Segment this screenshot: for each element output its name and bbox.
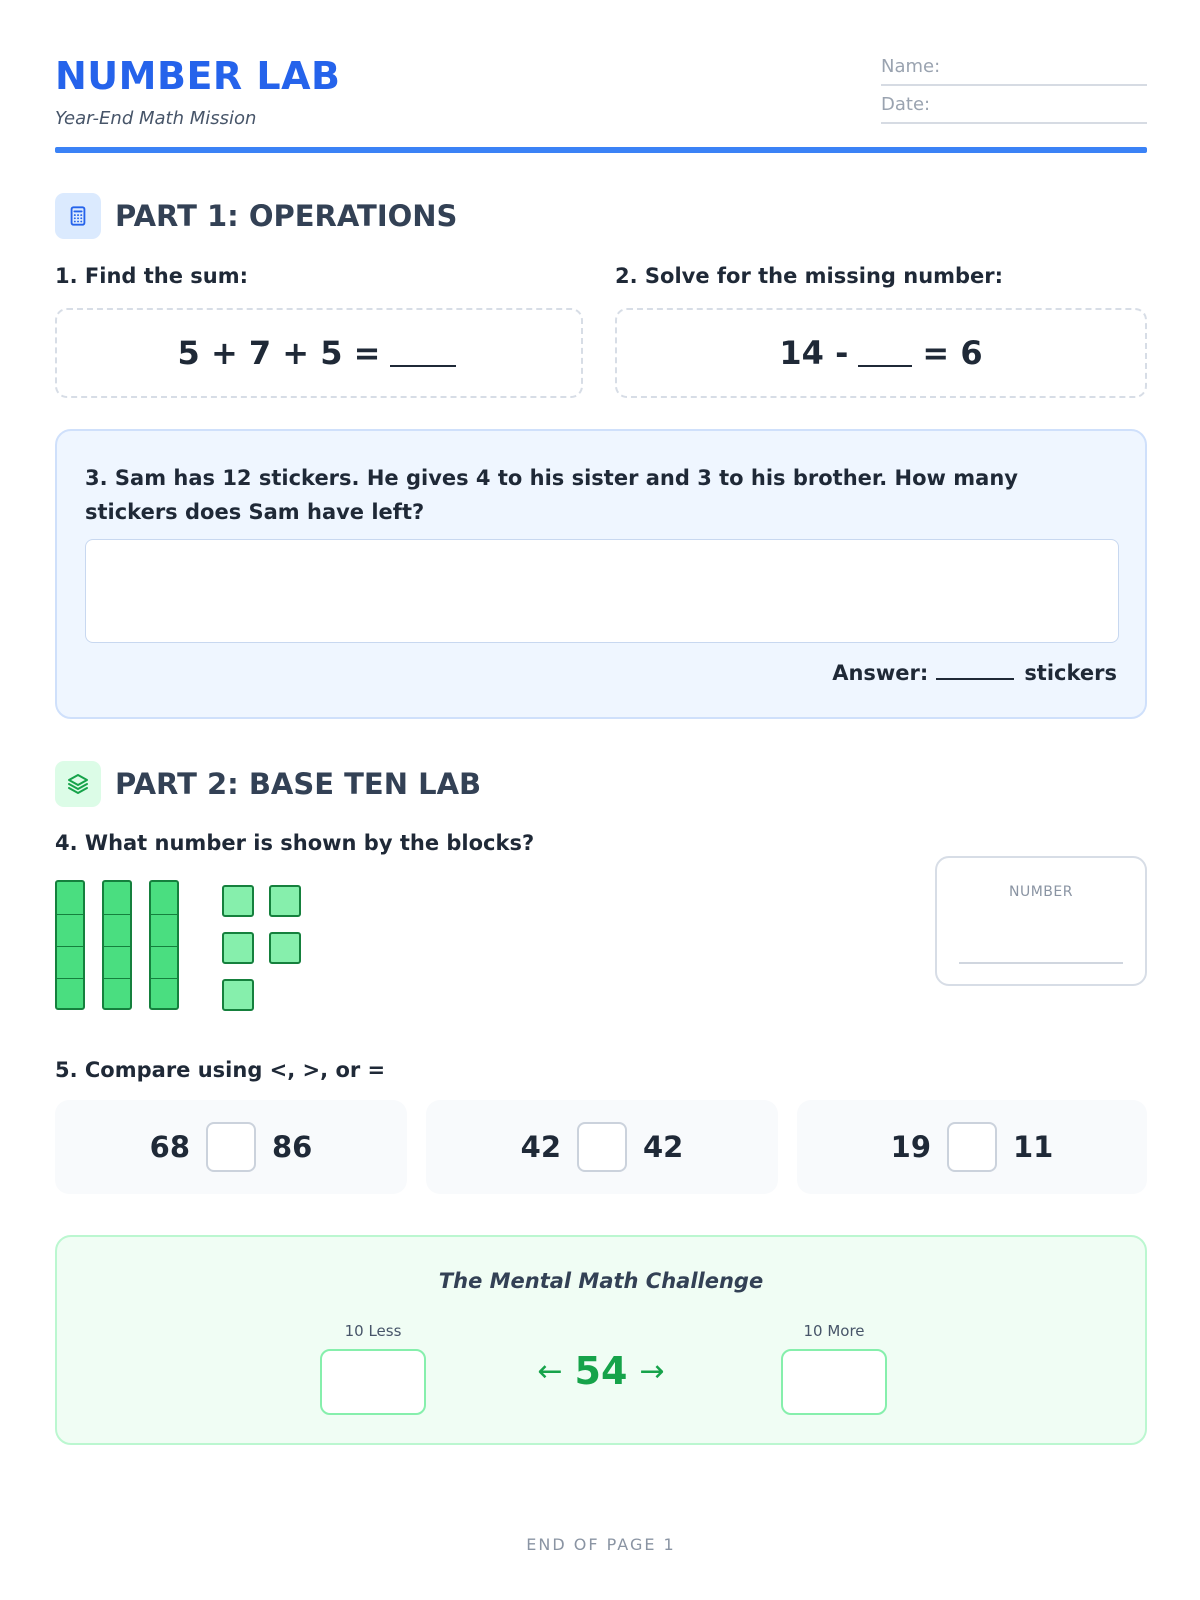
q4-answer-line bbox=[959, 962, 1123, 964]
compare-left: 19 bbox=[890, 1130, 931, 1164]
ten-more-label: 10 More bbox=[803, 1322, 865, 1340]
ten-rod bbox=[102, 880, 132, 1010]
q1-label: 1. Find the sum: bbox=[55, 264, 249, 288]
compare-answer-box[interactable] bbox=[206, 1122, 256, 1172]
q1-equation: 5 + 7 + 5 = bbox=[177, 334, 381, 372]
compare-card bbox=[426, 1100, 778, 1194]
ten-rod bbox=[149, 880, 179, 1010]
q3-answer-row bbox=[832, 661, 1117, 685]
compare-left: 68 bbox=[149, 1130, 190, 1164]
ten-more-input[interactable] bbox=[781, 1349, 887, 1415]
q3-work-area[interactable] bbox=[85, 539, 1119, 643]
one-cube bbox=[222, 885, 254, 917]
q2-equation-right: = 6 bbox=[922, 334, 983, 372]
compare-answer-box[interactable] bbox=[947, 1122, 997, 1172]
q4-number-label: NUMBER bbox=[1009, 884, 1073, 900]
ten-less-label: 10 Less bbox=[344, 1322, 402, 1340]
q5-label: 5. Compare using <, >, or = bbox=[55, 1058, 386, 1082]
page-title: NUMBER LAB bbox=[55, 54, 341, 98]
q1-answer-blank[interactable] bbox=[390, 339, 456, 367]
mental-math-challenge bbox=[55, 1235, 1147, 1445]
date-field[interactable] bbox=[881, 90, 1147, 124]
one-cube bbox=[222, 979, 254, 1011]
word-problem-card bbox=[55, 429, 1147, 719]
q2-equation-left: 14 - bbox=[779, 334, 849, 372]
layers-icon bbox=[55, 761, 101, 807]
center-number: 54 bbox=[574, 1349, 628, 1393]
q3-text: 3. Sam has 12 stickers. He gives 4 to his sister and 3 to his brother. How many stickers does Sam have left? bbox=[85, 466, 1018, 524]
part2-title: PART 2: BASE TEN LAB bbox=[115, 767, 482, 801]
page-footer: END OF PAGE 1 bbox=[526, 1535, 676, 1554]
q2-label: 2. Solve for the missing number: bbox=[615, 264, 1004, 288]
q3-answer-label: Answer: bbox=[832, 661, 929, 685]
one-cube bbox=[269, 932, 301, 964]
date-label: Date: bbox=[881, 94, 931, 115]
name-field[interactable] bbox=[881, 52, 1147, 86]
arrow-right-icon: → bbox=[639, 1354, 665, 1389]
one-cube bbox=[222, 932, 254, 964]
compare-card bbox=[797, 1100, 1147, 1194]
compare-left: 42 bbox=[520, 1130, 561, 1164]
challenge-center bbox=[57, 1349, 1145, 1393]
compare-right: 42 bbox=[643, 1130, 684, 1164]
page-subtitle: Year-End Math Mission bbox=[55, 108, 257, 129]
challenge-title: The Mental Math Challenge bbox=[438, 1269, 764, 1293]
header-divider bbox=[55, 147, 1147, 153]
compare-card bbox=[55, 1100, 407, 1194]
compare-right: 11 bbox=[1013, 1130, 1054, 1164]
ten-rod bbox=[55, 880, 85, 1010]
one-cube bbox=[269, 885, 301, 917]
q4-label: 4. What number is shown by the blocks? bbox=[55, 831, 535, 855]
q3-answer-blank[interactable] bbox=[936, 664, 1014, 680]
q2-answer-blank[interactable] bbox=[858, 339, 912, 367]
compare-right: 86 bbox=[272, 1130, 313, 1164]
q2-equation-box bbox=[615, 308, 1147, 398]
q4-number-box[interactable] bbox=[935, 856, 1147, 986]
q3-answer-unit: stickers bbox=[1024, 661, 1117, 685]
q1-equation-box bbox=[55, 308, 583, 398]
name-label: Name: bbox=[881, 56, 941, 77]
arrow-left-icon: ← bbox=[537, 1354, 563, 1389]
compare-answer-box[interactable] bbox=[577, 1122, 627, 1172]
part1-title: PART 1: OPERATIONS bbox=[115, 199, 458, 233]
calculator-icon bbox=[55, 193, 101, 239]
